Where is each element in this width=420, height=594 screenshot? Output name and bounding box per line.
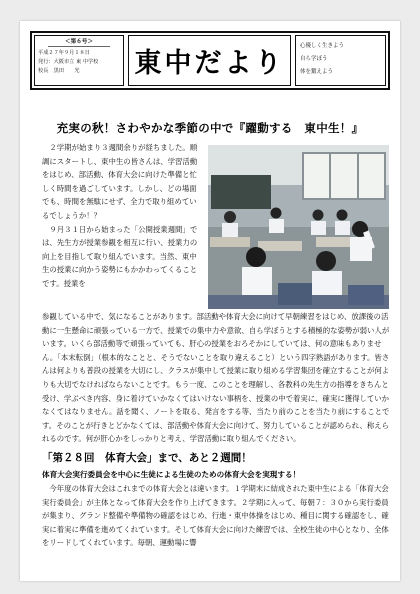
classroom-photo-image <box>208 145 389 309</box>
article1-left-column <box>42 141 202 291</box>
issue-info-box <box>34 35 124 86</box>
motto-box <box>295 35 386 86</box>
publisher: 発行：大阪市立 東 中学校 <box>38 59 99 65</box>
masthead <box>30 31 390 90</box>
classroom-lesson-photo <box>208 145 389 309</box>
article1-full-width-text <box>42 310 390 446</box>
article1-headline: 充実の秋！さわやかな季節の中で『躍動する 東中生！』 <box>56 121 364 135</box>
article2-body <box>42 482 390 550</box>
newsletter-title: 東中だより <box>134 48 285 79</box>
issue-date: 平成２７年９月１８日 <box>38 50 90 56</box>
motto-line: 心優しく生きよう <box>300 43 345 49</box>
article1-paragraph: 参観している中で、気になることがあります。部活動や体育大会に向けて早朝練習をはじめ、放課後の活動に一生懸命に頑張っている一方で、授業での集中力や意欲、自ら学ぼうとする積極的な姿勢が弱い人がいます。いくら部活動等で頑張っていても、肝心の授業をおろそかにしていては、何の意味もありません。「本末転倒」（根本的なことと、そうでないことを取り違えること）という四字熟語があります。皆さんは何よりも普段の授業を大切にし、クラスが集中して授業に取り組める学習集団を確立することが何よりも大切でなければならないことです。もう一度、このことを理解し、各教科の先生方の指導をきちんと受け、学ぶべき内容、身に着けていかなくてはいけない事柄を、授業の中で着実に、確実に獲得していかなくてはなりません。話を聞く、ノートを取る、発言をする等、当たり前のことを当たり前にすることです。そのことが行きとどかなくては、部活動や体育大会に向けて、努力していることが認められ、称えられるのです。何が肝心かをしっかりと考え、学習活動に取り組んでください。 <box>42 312 390 444</box>
newsletter-page <box>20 21 400 581</box>
title-box <box>128 35 291 86</box>
article1-paragraph: ２学期が始まり３週間余りが経ちました。順調にスタートし、東中生の皆さんは、学習活動をはじめ、部活動、体育大会に向けた準備と忙しく時間を過ごしています。しかし、どの場面でも、時間を無駄にせず、全力で取り組めているでしょうか！？ <box>42 143 198 220</box>
motto-line: 自ら学ぼう <box>300 56 328 62</box>
article2-subhead: 体育大会実行委員会を中心に生徒による生徒のための体育大会を実現する！ <box>42 470 301 479</box>
article2-paragraph: 今年度の体育大会はこれまでの体育大会とは違います。１学期末に結成された東中生による「体育大会実行委員会」が主体となって体育大会を作り上げてきます。２学期に入って、毎朝７：３０から実行委員が集まり、グランド整備や準備物の確認をはじめ、行進・東中体操をはじめ、種目に関する確認をし、確実に着実に準備を進めてくれています。そして体育大会に向けた練習では、全校生徒の中心となり、全体をリードしてくれています。毎朝、運動場に響 <box>42 484 389 548</box>
article2-headline: 「第２８回 体育大会」まで、あと２週間！ <box>42 452 252 464</box>
motto-line: 体を鍛えよう <box>300 69 334 75</box>
article1-paragraph: ９月３１日から始まった「公開授業週間」では、先生方が授業参観を相互に行い、授業力の向上を目指して取り組んでいます。当然、東中生の授業に向かう姿勢にもかかわってくることです。授業を <box>42 224 198 288</box>
issue-number: ＜第６号＞ <box>48 38 110 47</box>
principal: 校長 黒田 光 <box>38 68 80 74</box>
